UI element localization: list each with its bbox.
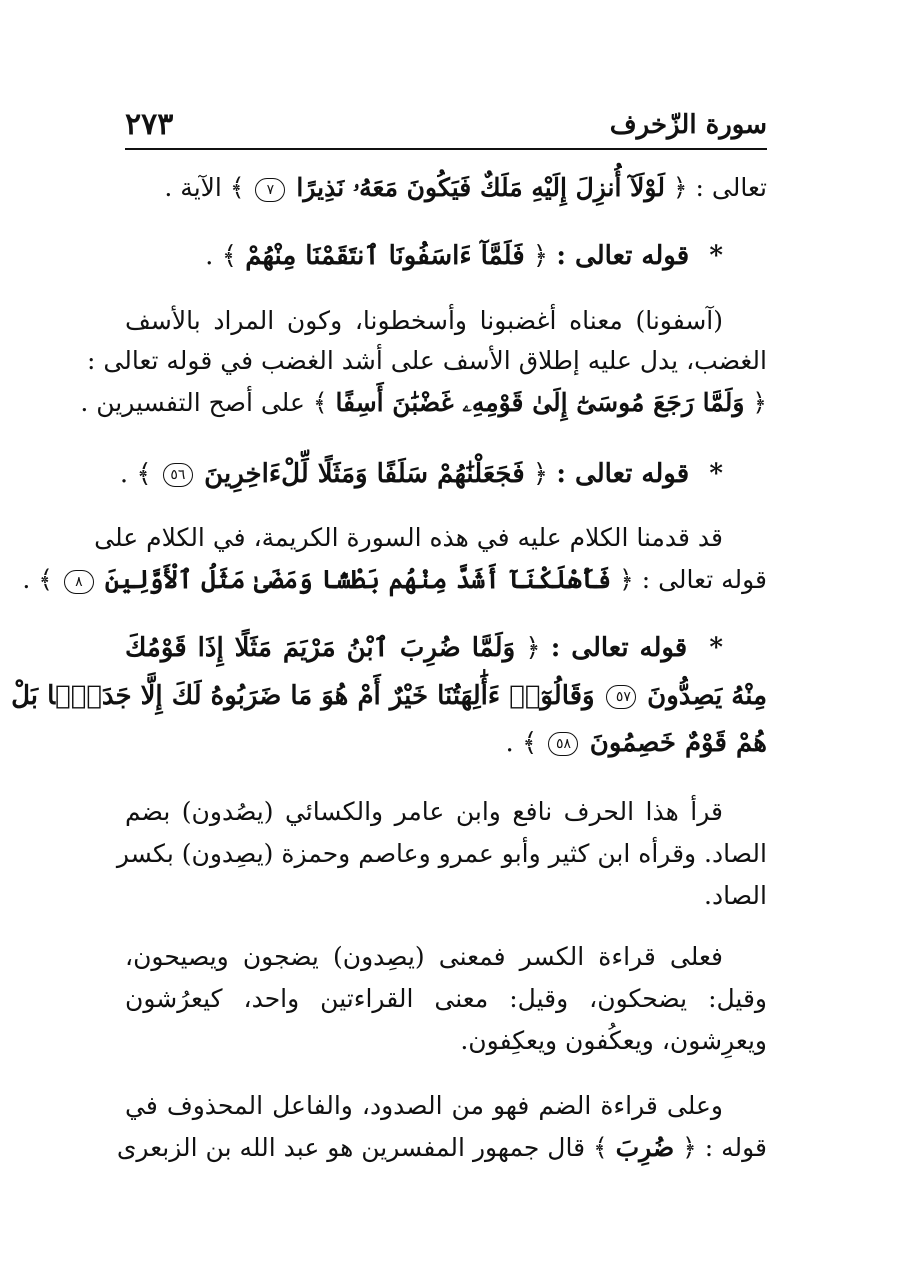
verse-close-ornament: ﴾ [229,173,245,202]
end-mark: . [119,459,129,489]
heading-label: قوله تعالى : [550,633,688,663]
verse-close-ornament: ﴾ [593,1133,608,1162]
verse-open-ornament: ﴿ [532,241,549,271]
ayah-number-marker: ٥٦ [163,463,193,487]
text-line: وعلى قراءة الضم فهو من الصدود، والفاعل المحذوف في [125,1091,723,1120]
quran-verse: لَوْلَآ أُنزِلَ إِلَيْهِ مَلَكٌ فَيَكُونَ مَعَهُۥ نَذِيرًا [296,173,665,202]
text-line: الصاد. [704,881,767,910]
text-line [11,680,767,714]
verse-close-ornament: ﴾ [312,388,328,417]
quran-verse: فَأَهْلَكْنَآ أَشَدَّ مِنْهُم بَطْشًا وَمَضَىٰ مَثَلُ ٱلْأَوَّلِينَ [104,565,612,594]
quran-verse: فَلَمَّآ ءَاسَفُونَا ٱنتَقَمْنَا مِنْهُمْ [245,241,525,271]
star-marker: * [709,459,723,489]
verse-close-ornament: ﴾ [221,241,237,271]
quran-verse: ضُرِبَ [615,1133,675,1162]
text-line: قرأ هذا الحرف نافع وابن عامر والكسائي (يصُدون) بضم [125,797,723,826]
text-line: (آسفونا) معناه أغضبونا وأسخطونا، وكون المراد بالأسف [125,306,723,335]
text-line: الغضب، يدل عليه إطلاق الأسف على أشد الغضب في قوله تعالى : [87,346,767,375]
quran-verse: وَلَمَّا رَجَعَ مُوسَىٰٓ إِلَىٰ قَوْمِهِۦ غَضْبَٰنَ أَسِفًا [335,388,745,417]
ayah-number-marker: ٥٨ [548,732,578,756]
text-line [125,172,767,205]
heading-label: قوله تعالى : [556,241,690,271]
quran-verse: مِنْهُ يَصِدُّونَ [647,681,767,711]
text-line: وقيل: يضحكون، وقيل: معنى القراءتين واحد، كيعرُشون [125,984,767,1013]
verse-close-ornament: ﴾ [136,459,152,489]
verse-close-ornament: ﴾ [38,565,53,594]
text-line [80,387,767,420]
heading-label: قوله تعالى : [556,459,690,489]
text-line: قد قدمنا الكلام عليه في هذه السورة الكريمة، في الكلام على [94,523,723,552]
chapter-title: سورة الزّخرف [609,110,767,140]
verse-open-ornament: ﴿ [672,173,688,202]
text-line: الصاد. وقرأه ابن كثير وأبو عمرو وعاصم وحمزة (يصِدون) بكسر [116,839,767,868]
star-marker: * [709,241,723,271]
quran-verse: وَلَمَّا ضُرِبَ ٱبْنُ مَرْيَمَ مَثَلًا إِذَا قَوْمُكَ [125,633,516,663]
verse-heading [125,632,767,666]
quran-verse: هُمْ قَوْمٌ خَصِمُونَ [589,728,767,758]
intro-text: تعالى : [695,173,767,202]
verse-close-ornament: ﴾ [521,728,538,758]
verse-heading [125,240,767,274]
intro-text: قوله تعالى : [641,565,767,594]
end-mark: . [505,728,514,758]
text-line [125,727,767,761]
text-line: فعلى قراءة الكسر فمعنى (يصِدون) يضجون ويصيحون، [125,942,723,971]
tail-text: الآية . [164,173,222,202]
text-line: ويعرِشون، ويعكُفون ويعكِفون. [460,1026,767,1055]
ayah-number-marker: ٧ [255,178,285,202]
text-line [116,1132,767,1165]
quran-verse: فَجَعَلْنَٰهُمْ سَلَفًا وَمَثَلًا لِّلْءَاخِرِينَ [204,459,525,489]
tail-text: على أصح التفسيرين . [80,388,305,417]
text-line [22,564,767,597]
tail-text: قال جمهور المفسرين هو عبد الله بن الزبعرى [116,1133,586,1162]
ayah-number-marker: ٥٧ [606,685,636,709]
verse-open-ornament: ﴿ [619,565,634,594]
verse-open-ornament: ﴿ [525,633,541,663]
star-marker: * [709,633,724,663]
verse-open-ornament: ﴿ [532,459,549,489]
verse-heading [119,458,767,492]
intro-text: قوله : [704,1133,767,1162]
verse-open-ornament: ﴿ [752,388,767,417]
page-header [125,104,767,150]
end-mark: . [205,241,214,271]
verse-open-ornament: ﴿ [682,1133,697,1162]
end-mark: . [22,565,31,594]
quran-verse: وَقَالُوٓا۟ ءَأَٰلِهَتُنَا خَيْرٌ أَمْ هُوَ مَا ضَرَبُوهُ لَكَ إِلَّا جَدَلًۢا بَلْ [11,681,595,711]
ayah-number-marker: ٨ [64,570,94,594]
page-number: ٢٧٣ [125,107,174,142]
